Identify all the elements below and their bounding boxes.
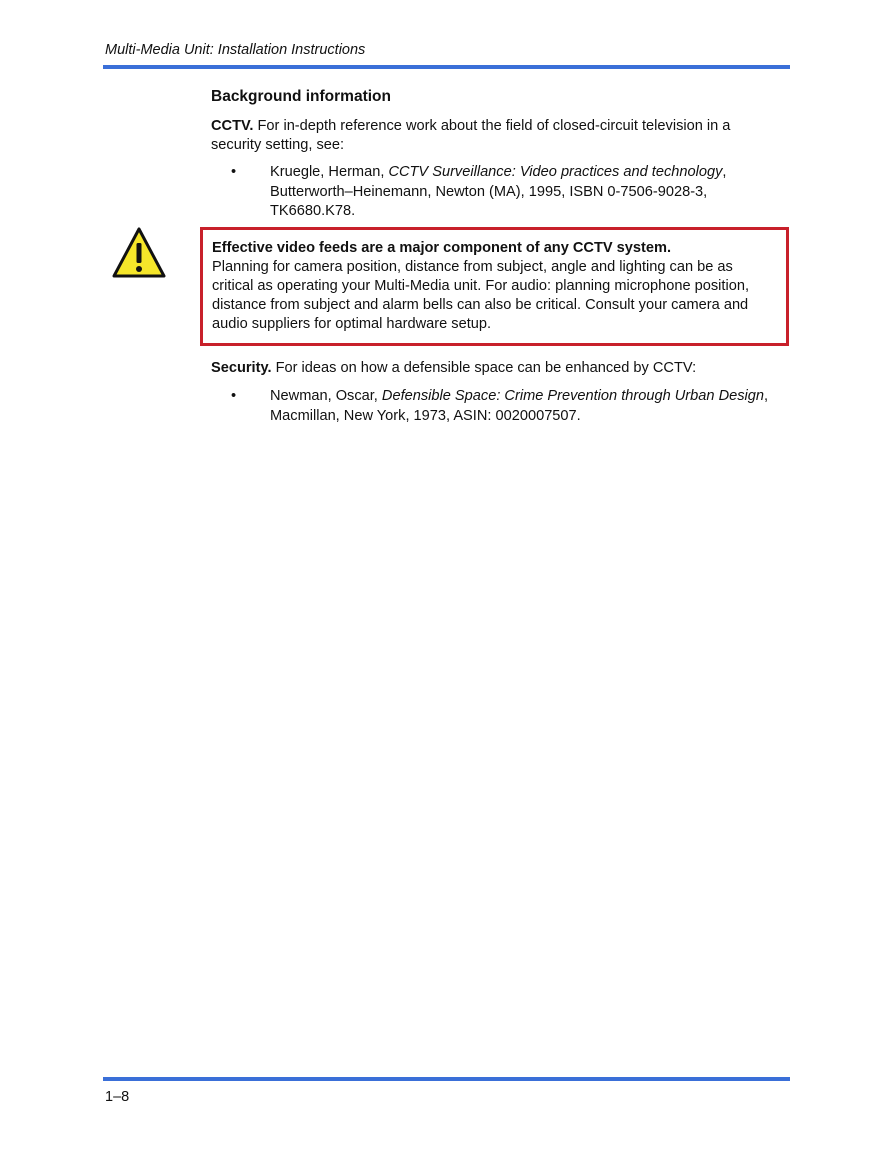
reference-author: Newman, Oscar, xyxy=(270,388,382,404)
reference-author: Kruegle, Herman, xyxy=(270,164,389,180)
page-number: 1–8 xyxy=(105,1089,130,1105)
header-rule xyxy=(103,65,790,69)
security-reference-text xyxy=(270,387,780,426)
reference-title: Defensible Space: Crime Prevention through Urban Design xyxy=(381,388,764,404)
bullet-marker: • xyxy=(231,164,237,180)
warning-callout xyxy=(200,227,789,346)
security-lead: Security. xyxy=(211,360,272,376)
cctv-text: For in-depth reference work about the field of closed-circuit television in a security setting, see: xyxy=(211,118,731,153)
warning-body: Planning for camera position, distance from subject, angle and lighting can be as critical as operating your Multi-Media unit. For audio: planning microphone position, distance from subject and alarm bells can also be critical. Consult your camera and audio suppliers for optimal hardware setup. xyxy=(212,259,750,332)
bullet-marker: • xyxy=(231,388,237,404)
footer-rule xyxy=(103,1077,790,1081)
cctv-paragraph xyxy=(211,117,771,155)
running-header: Multi-Media Unit: Installation Instructions xyxy=(105,42,366,58)
warning-title: Effective video feeds are a major component of any CCTV system. xyxy=(212,240,672,256)
security-paragraph xyxy=(211,359,771,378)
cctv-reference-text xyxy=(270,163,780,222)
security-text: For ideas on how a defensible space can be enhanced by CCTV: xyxy=(271,360,697,376)
section-heading: Background information xyxy=(211,88,391,105)
cctv-lead: CCTV. xyxy=(211,118,254,134)
reference-details: , Butterworth–Heinemann, Newton (MA), 1995, ISBN 0-7506-9028-3, TK6680.K78. xyxy=(270,164,727,219)
warning-triangle-icon xyxy=(112,226,166,280)
reference-details: , Macmillan, New York, 1973, ASIN: 0020007507. xyxy=(270,388,769,424)
reference-title: CCTV Surveillance: Video practices and technology xyxy=(388,164,723,180)
